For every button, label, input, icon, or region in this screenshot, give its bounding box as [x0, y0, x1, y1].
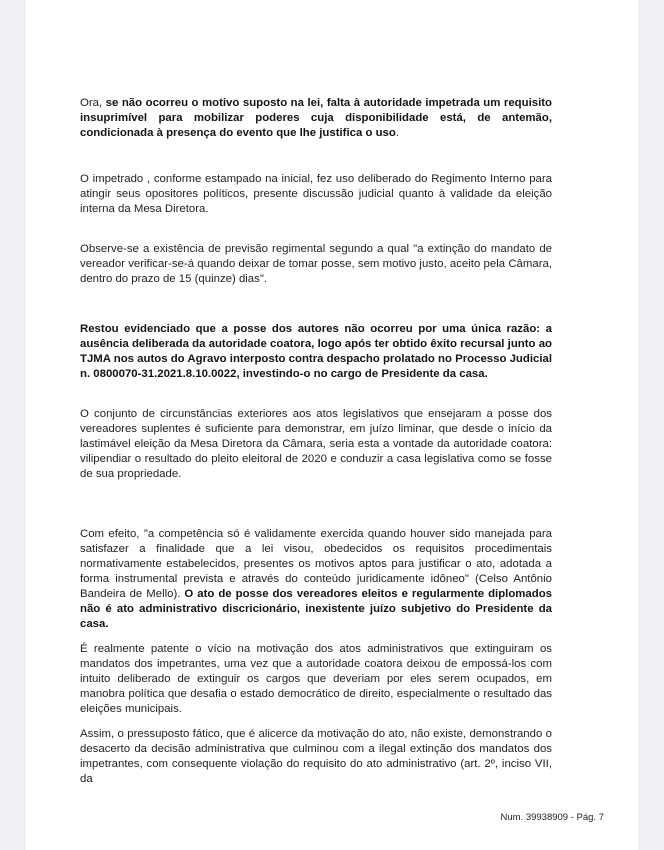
bold-text-segment: O ato de posse dos vereadores eleitos e regularmente diplomados não é ato administrativo discricionário, inexistente juízo subjetivo do Presidente da casa.: [80, 588, 552, 630]
text-segment: Ora,: [80, 97, 106, 109]
text-segment: O conjunto de circunstâncias exteriores aos atos legislativos que ensejaram a posse dos vereadores suplentes é suficiente para demonstrar, em juízo liminar, que desde o início da lastimável eleição da Mesa Diretora da Câmara, seria esta a vontade da autoridade coatora: vilipendiar o resultado do pleito eleitoral de 2020 e conduzir a casa legislativa como se fosse de sua propriedade.: [80, 408, 552, 480]
paragraph-7: [80, 642, 552, 717]
text-segment: .: [395, 127, 400, 139]
bold-text-segment: se não ocorreu o motivo suposto na lei, falta à autoridade impetrada um requisito insuprimível para mobilizar poderes cuja disponibilidade está, de antemão, condicionada à presença do evento que lhe justifica o uso: [80, 97, 552, 139]
paragraph-4: [80, 322, 552, 382]
text-segment: Assim, o pressuposto fático, que é alicerce da motivação do ato, não existe, demonstrando o desacerto da decisão administrativa que culminou com a ilegal extinção dos mandatos dos impetrantes, com consequente violação do requisito do ato administrativo (art. 2º, inciso VII, da: [80, 728, 552, 785]
document-page: [26, 0, 638, 850]
paragraph-6: [80, 527, 552, 632]
paragraph-3: [80, 242, 552, 287]
text-segment: O impetrado , conforme estampado na inicial, fez uso deliberado do Regimento Interno para atingir seus opositores políticos, presente discussão judicial quanto à validade da eleição interna da Mesa Diretora.: [80, 173, 552, 215]
paragraph-5: [80, 407, 552, 482]
paragraph-8: [80, 727, 552, 787]
page-number-footer: Num. 39938909 - Pág. 7: [500, 812, 604, 823]
bold-text-segment: Restou evidenciado que a posse dos autores não ocorreu por uma única razão: a ausência deliberada da autoridade coatora, logo após ter obtido êxito recursal junto ao TJMA nos autos do Agravo interposto contra despacho prolatado no Processo Judicial n. 0800070-31.2021.8.10.0022, investindo-o no cargo de Presidente da casa.: [80, 323, 552, 380]
text-segment: Com efeito, "a competência só é validamente exercida quando houver sido manejada para satisfazer a finalidade que a lei visou, obedecidos os requisitos procedimentais normativamente estabelecidos, presentes os motivos aptos para justificar o ato, adotada a forma instrumental prevista e através do conteúdo juridicamente idôneo" (Celso Antônio Bandeira de Mello).: [80, 528, 552, 600]
paragraph-2: [80, 172, 552, 217]
text-segment: É realmente patente o vício na motivação dos atos administrativos que extinguiram os mandatos dos impetrantes, uma vez que a autoridade coatora deixou de empossá-los com intuito deliberado de extinguir os cargos que deveriam por eles serem ocupados, em manobra política que desafia o estado democrático de direito, especialmente o resultado das eleições municipais.: [80, 643, 552, 715]
text-segment: Observe-se a existência de previsão regimental segundo a qual "a extinção do mandato de vereador verificar-se-á quando deixar de tomar posse, sem motivo justo, aceito pela Câmara, dentro do prazo de 15 (quinze) dias".: [80, 243, 552, 285]
paragraph-1: [80, 96, 552, 141]
